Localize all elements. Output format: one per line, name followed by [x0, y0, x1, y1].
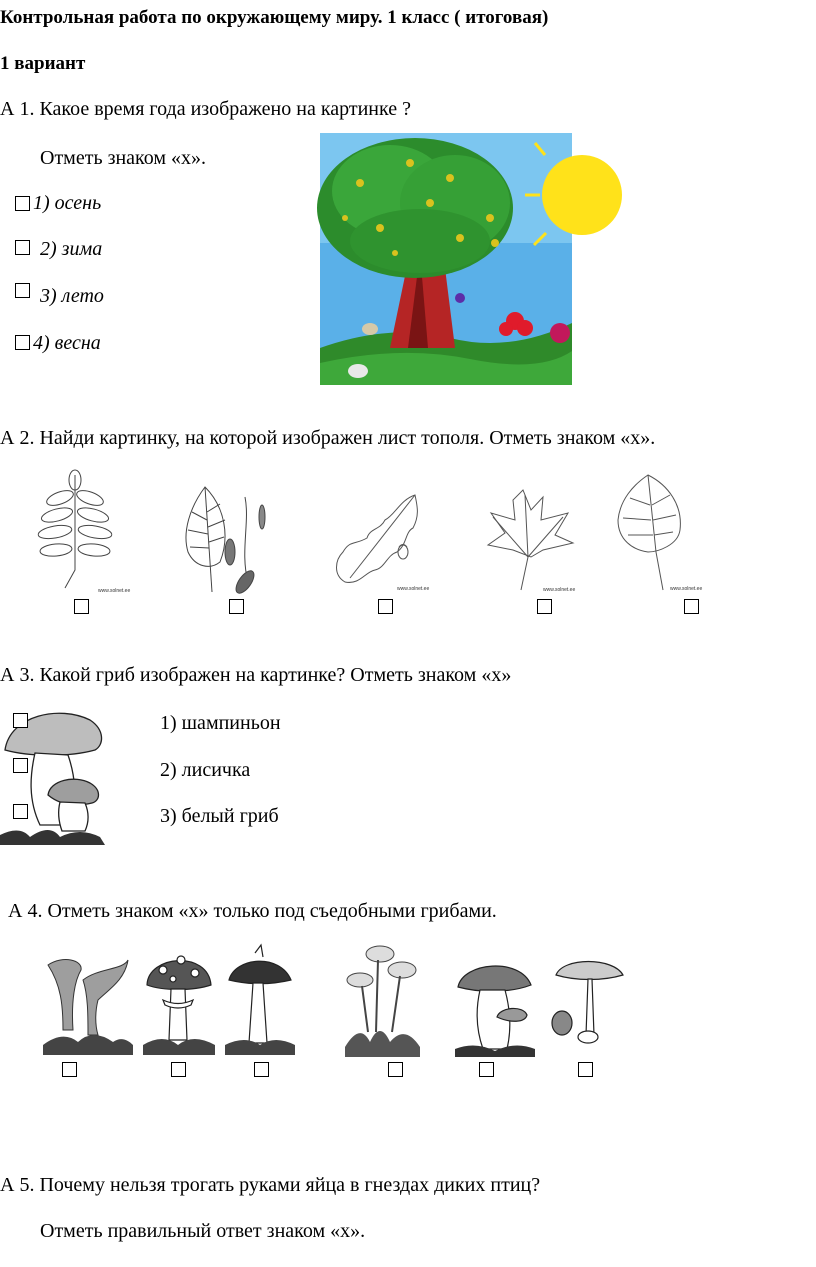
porcini-mushroom-small-image [455, 957, 535, 1057]
q4-question: А 4. Отметь знаком «х» только под съедобными грибами. [8, 900, 497, 922]
q4-checkbox-3[interactable] [254, 1062, 269, 1077]
q1-option-4: 4) весна [33, 332, 101, 354]
q3-question: А 3. Какой гриб изображен на картинке? Отметь знаком «х» [0, 664, 512, 686]
q1-checkbox-3[interactable] [15, 283, 30, 298]
q1-checkbox-4[interactable] [15, 335, 30, 350]
q5-instruction: Отметь правильный ответ знаком «х». [40, 1220, 366, 1242]
summer-tree-image [320, 133, 572, 385]
variant-label: 1 вариант [0, 53, 86, 74]
q3-checkbox-3[interactable] [13, 804, 28, 819]
maple-leaf-image [483, 485, 583, 595]
rowan-leaf-image [30, 470, 131, 595]
honey-fungus-mushroom-image [340, 942, 425, 1057]
chanterelle-mushroom-image [43, 950, 133, 1055]
leaf-watermark-4: www.solnet.ee [543, 587, 576, 593]
q1-checkbox-2[interactable] [15, 240, 30, 255]
q2-checkbox-5[interactable] [684, 599, 699, 614]
q1-option-2: 2) зима [40, 238, 103, 260]
q4-checkbox-4[interactable] [388, 1062, 403, 1077]
q3-option-2: 2) лисичка [160, 759, 251, 781]
q3-checkbox-2[interactable] [13, 758, 28, 773]
leaf-watermark-5: www.solnet.ee [670, 586, 703, 592]
birch-leaf-image [180, 482, 270, 595]
death-cap-mushroom-image [225, 945, 295, 1055]
q2-checkbox-3[interactable] [378, 599, 393, 614]
oak-leaf-image [325, 490, 430, 595]
q1-instruction: Отметь знаком «х». [40, 147, 207, 169]
q2-checkbox-4[interactable] [537, 599, 552, 614]
q3-option-1: 1) шампиньон [160, 712, 281, 734]
leaf-watermark-3: www.solnet.ee [397, 586, 430, 592]
q2-checkbox-1[interactable] [74, 599, 89, 614]
q3-option-3: 3) белый гриб [160, 805, 279, 827]
q4-checkbox-6[interactable] [578, 1062, 593, 1077]
q1-option-3: 3) лето [40, 285, 104, 307]
toadstool-mushroom-image [548, 955, 628, 1045]
leaf-watermark-1: www.solnet.ee [98, 588, 131, 594]
q5-question: А 5. Почему нельзя трогать руками яйца в гнездах диких птиц? [0, 1174, 541, 1196]
q4-checkbox-2[interactable] [171, 1062, 186, 1077]
q1-question: А 1. Какое время года изображено на картинке ? [0, 98, 411, 120]
fly-agaric-mushroom-image [143, 945, 215, 1055]
q1-checkbox-1[interactable] [15, 196, 30, 211]
q4-checkbox-1[interactable] [62, 1062, 77, 1077]
q3-checkbox-1[interactable] [13, 713, 28, 728]
q4-checkbox-5[interactable] [479, 1062, 494, 1077]
q1-option-1: 1) осень [33, 192, 102, 214]
worksheet-title: Контрольная работа по окружающему миру. 1 класс ( итоговая) [0, 7, 549, 28]
q2-checkbox-2[interactable] [229, 599, 244, 614]
q2-question: А 2. Найди картинку, на которой изображен лист тополя. Отметь знаком «х». [0, 427, 656, 449]
poplar-leaf-image [608, 470, 708, 595]
